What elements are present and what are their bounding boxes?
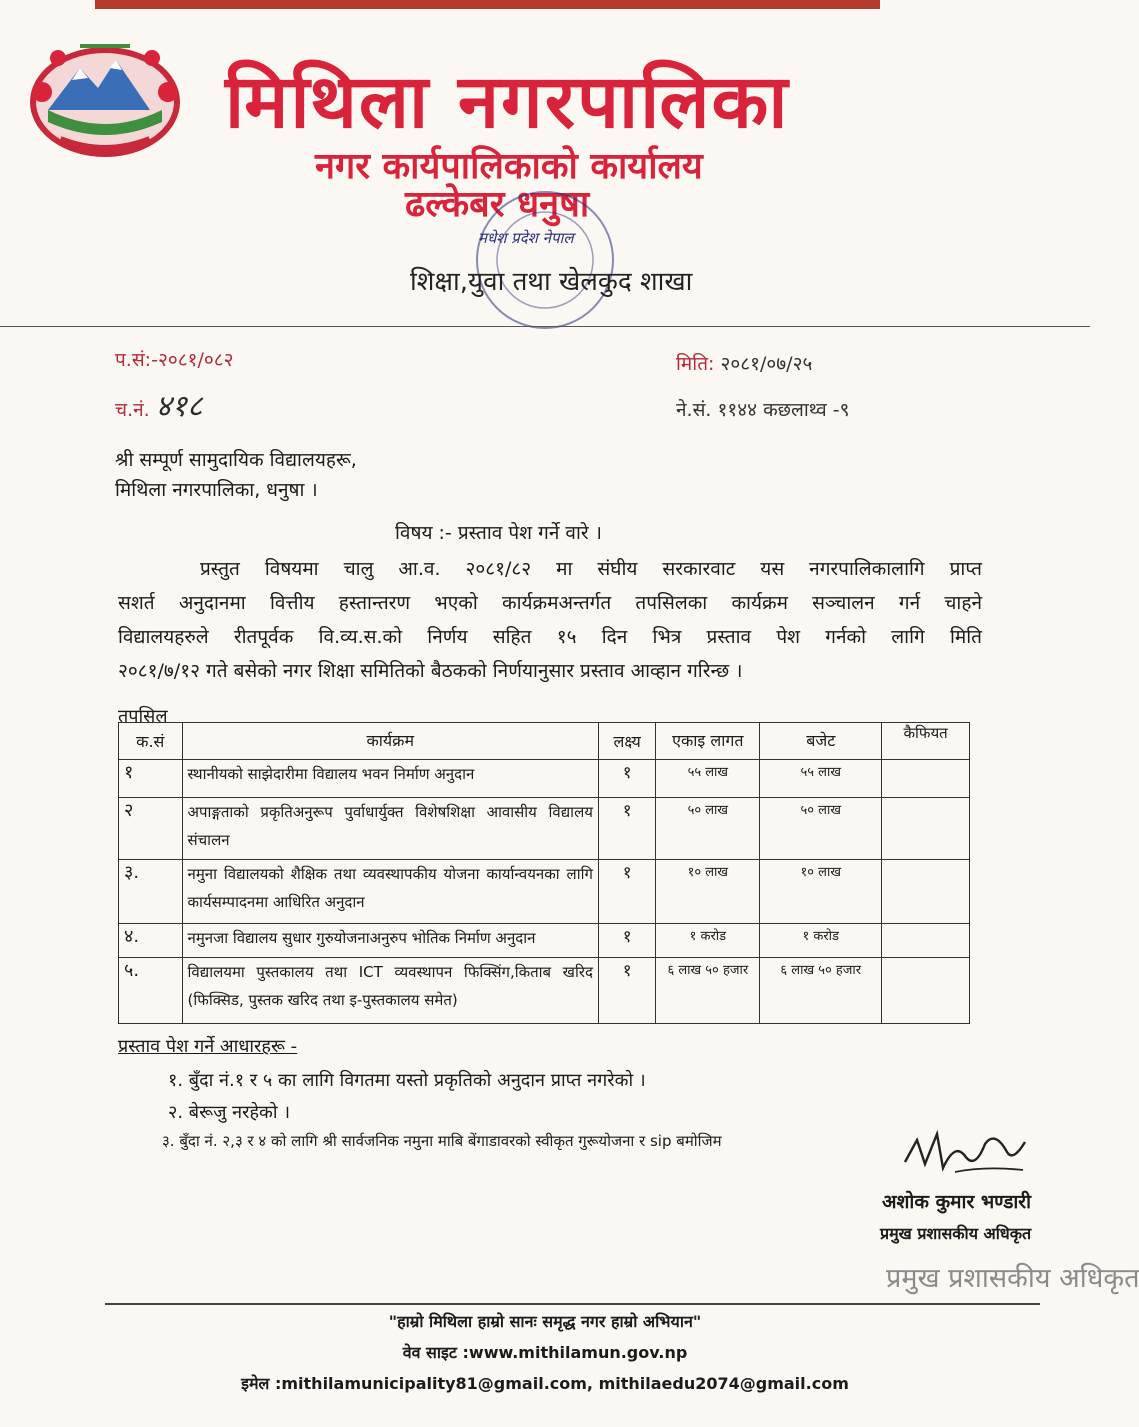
row-target: १ <box>598 924 655 958</box>
handwritten-signature-icon <box>895 1122 1035 1182</box>
header-program: कार्यक्रम <box>182 723 598 760</box>
row-program: अपाङ्गताको प्रकृतिअनुरूप पुर्वाधार्युक्त विशेषशिक्षा आवासीय विद्यालय संचालन <box>182 798 598 860</box>
header-remarks: कैफियत <box>882 723 970 760</box>
row-budget: १ करोड <box>760 924 882 958</box>
row-remarks <box>882 924 970 958</box>
row-target: १ <box>598 958 655 1024</box>
footer-website <box>0 1341 1090 1363</box>
table-label: तपसिल <box>118 706 168 727</box>
municipality-title: मिथिला नगरपालिका <box>225 59 790 145</box>
email-links[interactable]: mithilamunicipality81@gmail.com, mithilaedu2074@gmail.com <box>281 1374 849 1393</box>
office-stamp-icon <box>470 185 620 335</box>
top-border <box>95 0 880 9</box>
row-program: स्थानीयको साझेदारीमा विद्यालय भवन निर्माण अनुदान <box>182 760 598 798</box>
row-num: ४. <box>119 924 183 958</box>
table-header-row <box>119 723 970 760</box>
row-unit-cost: ५५ लाख <box>656 760 760 798</box>
dispatch-number <box>115 384 203 425</box>
footer-divider <box>105 1303 1040 1305</box>
base-item-3: ३. बुँदा नं. २,३ र ४ को लागि श्री सार्वजनिक नमुना माबि बेंगाडावरको स्वीकृत गुरूयोजना र sip बमोजिम <box>162 1132 722 1150</box>
header-target: लक्ष्य <box>598 723 655 760</box>
signer-name: अशोक कुमार भण्डारी <box>882 1191 1031 1213</box>
row-target: १ <box>598 798 655 860</box>
letter-body <box>118 552 982 688</box>
row-budget: ५५ लाख <box>760 760 882 798</box>
header-unit-cost: एकाइ लागत <box>656 723 760 760</box>
row-num: २ <box>119 798 183 860</box>
office-address: ढल्केबर धनुषा <box>405 184 590 225</box>
row-budget: ५० लाख <box>760 798 882 860</box>
date-label: मिति: <box>676 353 715 375</box>
body-line-2: सशर्त अनुदानमा वित्तीय हस्तान्तरण भएको कार्यक्रमअन्तर्गत तपसिलका कार्यक्रम सञ्चालन गर्न चाहने <box>118 592 982 614</box>
base-item-2: २. बेरूजु नरहेको । <box>168 1102 291 1123</box>
row-num: ५. <box>119 958 183 1024</box>
table-row <box>119 760 970 798</box>
cn-label: च.नं. <box>115 399 150 421</box>
addressee-line-1: श्री सम्पूर्ण सामुदायिक विद्यालयहरू, <box>115 449 357 471</box>
header-divider <box>0 326 1090 327</box>
program-table <box>118 722 970 1024</box>
row-num: ३. <box>119 860 183 924</box>
signer-title: प्रमुख प्रशासकीय अधिकृत <box>880 1224 1032 1243</box>
nepal-emblem-icon <box>20 30 190 160</box>
body-line-4: २०८१/७/१२ गते बसेको नगर शिक्षा समितिको बैठकको निर्णयानुसार प्रस्ताव आव्हान गरिन्छ । <box>118 660 743 682</box>
letter-number <box>115 346 234 372</box>
table-row <box>119 958 970 1024</box>
ps-value: २०८१/०८२ <box>157 349 234 371</box>
row-remarks <box>882 760 970 798</box>
body-line-3: विद्यालयहरुले रीतपूर्वक वि.व्य.स.को निर्णय सहित १५ दिन भित्र प्रस्ताव पेश गर्नको लागि मिति <box>118 626 982 648</box>
subject-line: विषय :- प्रस्ताव पेश गर्ने वारे । <box>395 522 602 544</box>
footer-slogan: "हाम्रो मिथिला हाम्रो सानः समृद्ध नगर हाम्रो अभियान" <box>388 1312 702 1331</box>
ps-label: प.सं:- <box>115 349 158 371</box>
row-remarks <box>882 860 970 924</box>
header-budget: बजेट <box>760 723 882 760</box>
cn-value: ४१८ <box>155 389 203 424</box>
table-row <box>119 860 970 924</box>
email-label: इमेल : <box>241 1374 282 1393</box>
letter-date <box>676 350 812 376</box>
office-title: नगर कार्यपालिकाको कार्यालय <box>315 146 703 187</box>
website-link[interactable]: www.mithilamun.gov.np <box>468 1343 688 1362</box>
signer-stamp: प्रमुख प्रशासकीय अधिकृत <box>886 1263 1139 1294</box>
base-item-1: १. बुँदा नं.१ र ५ का लागि विगतमा यस्तो प्रकृतिको अनुदान प्राप्त नगरेको । <box>168 1070 646 1091</box>
row-program: नमुना विद्यालयको शैक्षिक तथा व्यवस्थापकीय योजना कार्यान्वयनका लागि कार्यसम्पादनमा आधिरित अनुदान <box>182 860 598 924</box>
ns-label: ने.सं. <box>676 399 712 421</box>
row-unit-cost: ६ लाख ५० हजार <box>656 958 760 1024</box>
table-row <box>119 798 970 860</box>
ns-value: ११४४ कछलाथ्व -९ <box>717 399 850 421</box>
addressee-line-2: मिथिला नगरपालिका, धनुषा । <box>115 479 318 501</box>
row-program: विद्यालयमा पुस्तकालय तथा ICT व्यवस्थापन फिक्सिंग,किताब खरिद (फिक्सिड, पुस्तक खरिद तथा इ-पुस्तकालय समेत) <box>182 958 598 1024</box>
row-remarks <box>882 798 970 860</box>
body-line-1: प्रस्तुत विषयमा चालु आ.व. २०८१/८२ मा संघीय सरकारवाट यस नगरपालिकालागि प्राप्त <box>200 558 982 580</box>
row-unit-cost: १० लाख <box>656 860 760 924</box>
table-row <box>119 924 970 958</box>
nepal-sambat-date <box>676 396 849 422</box>
header-num: क.सं <box>119 723 183 760</box>
date-value: २०८१/०७/२५ <box>720 353 813 375</box>
stamp-text: मधेश प्रदेश नेपाल <box>478 229 574 247</box>
row-num: १ <box>119 760 183 798</box>
row-budget: १० लाख <box>760 860 882 924</box>
bases-title: प्रस्ताव पेश गर्ने आधारहरू - <box>118 1036 298 1057</box>
row-program: नमुनजा विद्यालय सुधार गुरुयोजनाअनुरुप भोतिक निर्माण अनुदान <box>182 924 598 958</box>
footer-email <box>0 1372 1090 1394</box>
row-unit-cost: १ करोड <box>656 924 760 958</box>
row-target: १ <box>598 760 655 798</box>
website-label: वेव साइट : <box>402 1343 469 1362</box>
row-target: १ <box>598 860 655 924</box>
row-unit-cost: ५० लाख <box>656 798 760 860</box>
row-remarks <box>882 958 970 1024</box>
branch-name: शिक्षा,युवा तथा खेलकुद शाखा <box>410 267 693 297</box>
row-budget: ६ लाख ५० हजार <box>760 958 882 1024</box>
